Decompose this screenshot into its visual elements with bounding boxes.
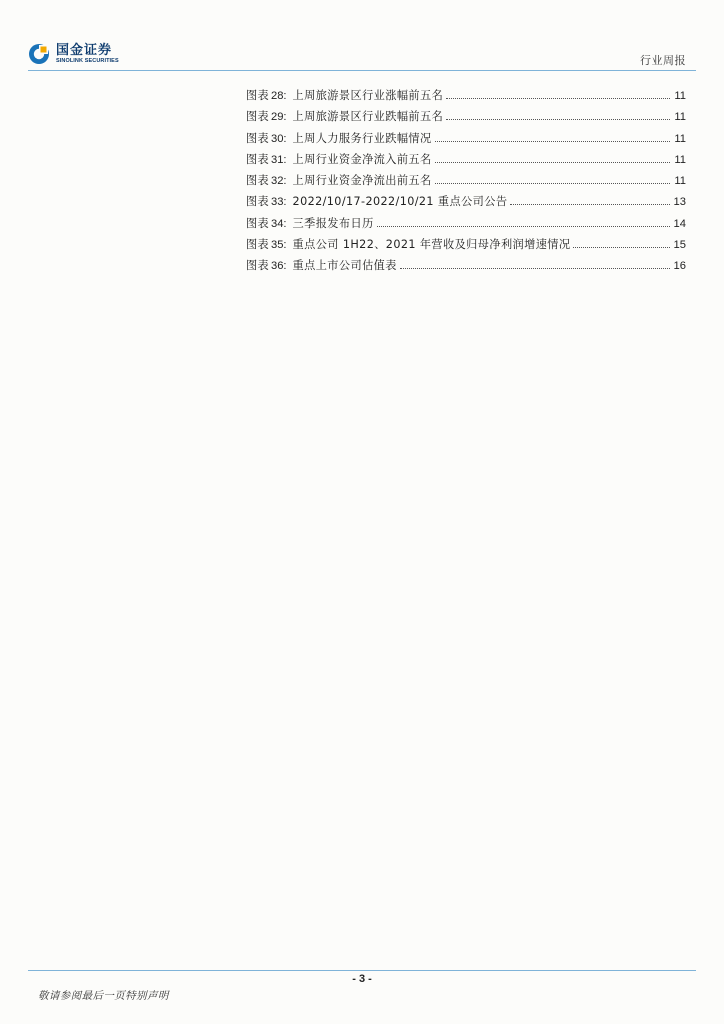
- toc-entry[interactable]: [246, 130, 686, 151]
- toc-entry-number: 28:: [270, 90, 287, 102]
- toc-dot-leader: [446, 97, 670, 99]
- logo-english-name: SINOLINK SECURITIES: [56, 57, 119, 64]
- toc-dot-leader: [573, 246, 670, 248]
- toc-dot-leader: [377, 225, 670, 227]
- toc-entry[interactable]: [246, 236, 686, 257]
- disclaimer-note: 敬请参阅最后一页特别声明: [38, 990, 169, 1002]
- figure-index-list: [246, 87, 686, 279]
- toc-entry[interactable]: [246, 172, 686, 193]
- toc-entry-number: 36:: [270, 260, 287, 273]
- toc-entry-label: 图表: [246, 216, 269, 230]
- toc-entry[interactable]: [246, 215, 686, 236]
- toc-entry-number: 34:: [270, 217, 287, 230]
- toc-entry-label: 图表: [246, 174, 269, 188]
- footer-divider: [28, 970, 696, 971]
- toc-entry-title: 重点公司 1H22、2021 年营收及归母净利润增速情况: [292, 238, 571, 252]
- toc-entry-number: 32:: [270, 175, 287, 188]
- report-type-label: 行业周报: [640, 54, 686, 67]
- toc-entry[interactable]: [246, 193, 686, 214]
- toc-entry-label: 图表: [246, 110, 269, 124]
- toc-entry-page: 11: [674, 111, 686, 124]
- toc-entry-number: 30:: [270, 132, 287, 145]
- toc-entry-title: 三季报发布日历: [292, 216, 374, 230]
- page-header: [28, 40, 696, 72]
- toc-entry-number: 31:: [270, 153, 287, 166]
- toc-dot-leader: [510, 203, 670, 205]
- toc-entry[interactable]: [246, 257, 686, 278]
- toc-entry-label: 图表: [246, 152, 269, 166]
- toc-entry-label: 图表: [246, 195, 269, 209]
- sinolink-logo-icon: [28, 43, 50, 65]
- toc-entry[interactable]: [246, 108, 686, 129]
- toc-entry-title: 2022/10/17-2022/10/21 重点公司公告: [292, 195, 508, 209]
- logo-chinese-name: 国金证券: [56, 42, 113, 58]
- toc-entry-number: 29:: [270, 111, 287, 124]
- toc-entry-label: 图表: [246, 89, 269, 102]
- toc-entry-title: 上周行业资金净流出前五名: [292, 174, 432, 188]
- toc-dot-leader: [400, 267, 670, 269]
- toc-entry-page: 15: [673, 239, 686, 252]
- toc-entry-label: 图表: [246, 259, 269, 273]
- toc-entry-title: 上周旅游景区行业跌幅前五名: [292, 110, 444, 124]
- toc-dot-leader: [435, 182, 670, 184]
- toc-entry-title: 上周旅游景区行业涨幅前五名: [292, 89, 444, 102]
- toc-entry-title: 上周人力服务行业跌幅情况: [292, 131, 432, 145]
- toc-entry-page: 11: [674, 153, 686, 166]
- toc-entry-page: 11: [674, 132, 686, 145]
- toc-entry-page: 13: [673, 196, 686, 209]
- toc-entry-number: 33:: [270, 196, 287, 209]
- toc-entry-label: 图表: [246, 131, 269, 145]
- toc-dot-leader: [435, 140, 670, 142]
- toc-entry[interactable]: [246, 151, 686, 172]
- page-number: - 3 -: [352, 973, 372, 985]
- toc-entry-page: 16: [673, 260, 686, 273]
- toc-entry-page: 11: [674, 175, 686, 188]
- company-logo: [28, 40, 138, 68]
- toc-dot-leader: [446, 118, 670, 120]
- toc-entry[interactable]: [246, 87, 686, 108]
- toc-entry-title: 上周行业资金净流入前五名: [292, 152, 432, 166]
- header-divider: [28, 70, 696, 71]
- toc-entry-number: 35:: [270, 239, 287, 252]
- toc-entry-page: 11: [674, 90, 686, 102]
- toc-entry-label: 图表: [246, 238, 269, 252]
- toc-entry-page: 14: [673, 217, 686, 230]
- toc-dot-leader: [435, 161, 670, 163]
- toc-entry-title: 重点上市公司估值表: [292, 259, 397, 273]
